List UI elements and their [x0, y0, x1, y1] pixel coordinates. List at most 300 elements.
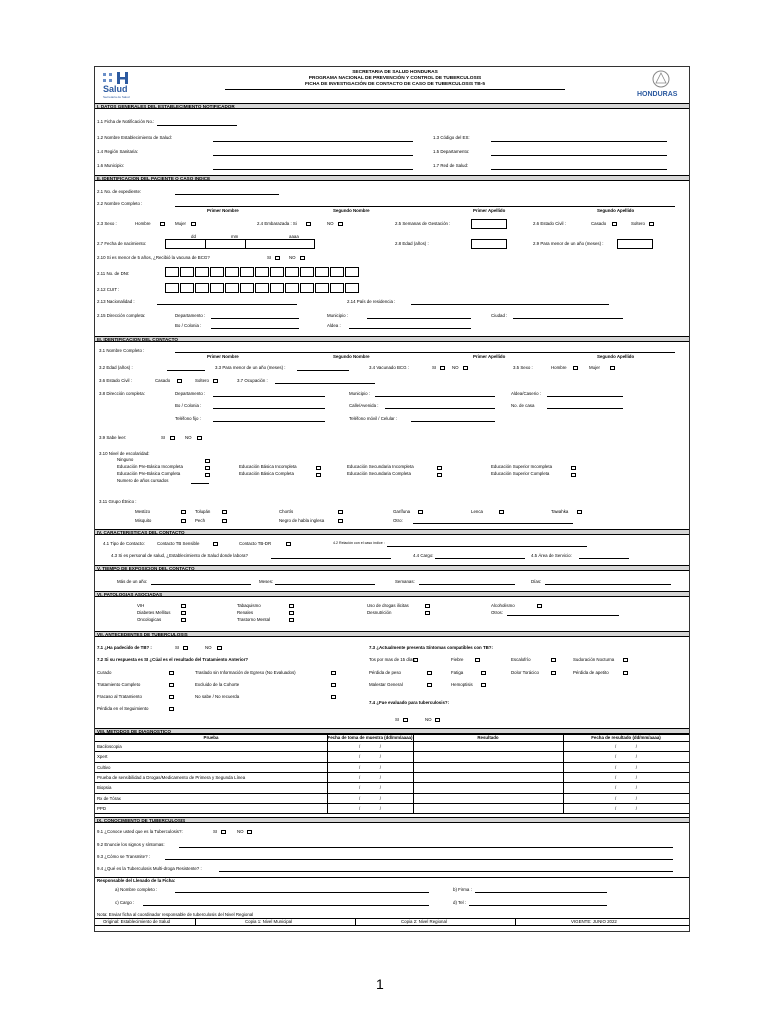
sin-apetito-checkbox[interactable] — [623, 671, 628, 675]
fecha-nacimiento-input[interactable] — [165, 239, 315, 249]
sin-hemoptisis-checkbox[interactable] — [481, 683, 486, 687]
input-2-13[interactable] — [157, 304, 297, 305]
sin-dolor-checkbox[interactable] — [551, 671, 556, 675]
contact-bo-input[interactable] — [213, 408, 325, 409]
cuit-digit-cell[interactable] — [315, 283, 329, 293]
section-9-header: IX. CONOCIMIENTO DE TUBERCULOSIS — [95, 817, 689, 823]
sexo-hombre-checkbox[interactable] — [160, 222, 165, 226]
label-9-4: 9.4 ¿Qué es la Tuberculosis Multi-droga Resistente? : — [97, 866, 202, 871]
edad-input[interactable] — [471, 239, 507, 249]
resp-nombre-label: a) Nombre completo : — [115, 887, 158, 892]
pat-ren-label: Renales — [237, 610, 254, 615]
label-2-8: 2.8 Edad (años) : — [395, 241, 429, 246]
table-line — [95, 762, 689, 763]
label-4-2: 4.2 Relación con el caso índice : — [333, 541, 385, 545]
input-9-2[interactable] — [179, 847, 673, 848]
etnia-chortis-checkbox[interactable] — [338, 510, 343, 514]
dni-digit-cell[interactable] — [300, 267, 314, 277]
input-3-3[interactable] — [297, 370, 349, 371]
dni-digit-cell[interactable] — [270, 267, 284, 277]
etnia-tawahka-label: Tawahka — [551, 509, 569, 514]
pat-alc-checkbox[interactable] — [537, 604, 542, 608]
contacto-dr-checkbox[interactable] — [286, 542, 291, 546]
dd-label: dd — [191, 234, 196, 239]
tb-si-label: SI — [175, 645, 180, 650]
dni-digit-cell[interactable] — [315, 267, 329, 277]
sin-escalofrio-label: Escalofrío — [511, 657, 531, 662]
sin-fiebre-checkbox[interactable] — [475, 658, 480, 662]
resp-firma-input[interactable] — [475, 892, 607, 893]
contact-telfijo-input[interactable] — [213, 421, 325, 422]
contact-muni-label: Municipio : — [349, 391, 370, 396]
contact-aldea-label: Aldea/Caserio : — [511, 391, 542, 396]
table-line — [95, 803, 689, 804]
label-3-2: 3.2 Edad (años) : — [99, 365, 133, 370]
etnia-chortis-label: Chortís — [279, 509, 294, 514]
input-4-3[interactable] — [271, 558, 391, 559]
table-result-cell[interactable] — [414, 793, 562, 803]
esc-e2-checkbox[interactable] — [205, 473, 210, 477]
direccion-aldea-label: Aldea : — [327, 323, 341, 328]
contact-telmovil-input[interactable] — [411, 421, 495, 422]
contact-calle-label: Calle/Avenida : — [349, 403, 379, 408]
esc-ninguno-label: Ninguno — [117, 457, 134, 462]
table-date-cell[interactable]: / / — [359, 774, 381, 780]
input-2-14[interactable] — [411, 304, 609, 305]
esc-e5-label: Educación Básica Completa — [239, 471, 294, 476]
salud-logo-subtext: Secretaría de Salud — [103, 95, 130, 99]
table-result-cell[interactable] — [414, 772, 562, 782]
table-result-cell[interactable] — [414, 782, 562, 792]
table-result-cell[interactable] — [414, 741, 562, 751]
label-1-4: 1.4 Región Sanitaria: — [97, 149, 139, 154]
leer-no-checkbox[interactable] — [197, 436, 202, 440]
bcg-contact-si-checkbox[interactable] — [440, 366, 445, 370]
sin-tos-label: Tos por mas de 15 días — [369, 657, 415, 662]
cuit-digit-cell[interactable] — [255, 283, 269, 293]
input-9-4[interactable] — [219, 871, 673, 872]
embarazada-si-checkbox[interactable] — [306, 222, 311, 226]
direccion-depto-input[interactable] — [211, 318, 299, 319]
etnia-mestizo-label: Mestizo — [135, 509, 151, 514]
res-perdida-label: Pérdida en el Seguimiento — [97, 706, 149, 711]
cuit-digit-cell[interactable] — [270, 283, 284, 293]
table-result-cell[interactable] — [414, 751, 562, 761]
label-1-7: 1.7 Red de Salud: — [433, 163, 469, 168]
input-1-3[interactable] — [491, 141, 667, 142]
etnia-misquito-checkbox[interactable] — [181, 519, 186, 523]
pat-onc-checkbox[interactable] — [181, 618, 186, 622]
esc-e6-checkbox[interactable] — [437, 466, 442, 470]
exp-anos-input[interactable] — [151, 584, 251, 585]
table-date-cell[interactable]: / / — [615, 774, 637, 780]
table-line — [95, 782, 689, 783]
sin-malestar-checkbox[interactable] — [427, 683, 432, 687]
etnia-garifuna-label: Garífuna — [393, 509, 411, 514]
table-header-cell: Fecha de toma de muestra (dd/mm/aaaa) — [327, 735, 413, 740]
res-nosabe-label: No sabe / No recuerda — [195, 694, 240, 699]
pat-drog-label: Uso de drogas ilicitas — [367, 603, 409, 608]
sin-sudoracion-checkbox[interactable] — [623, 658, 628, 662]
pat-desn-label: Desnutrición — [367, 610, 392, 615]
cuit-digit-cell[interactable] — [300, 283, 314, 293]
sexo-mujer-checkbox[interactable] — [191, 222, 196, 226]
resp-tel-input[interactable] — [469, 905, 607, 906]
pat-dm-checkbox[interactable] — [181, 611, 186, 615]
contact-soltero-label: Soltero — [195, 378, 209, 383]
label-1-5: 1.5 Departamento: — [433, 149, 470, 154]
res-curado-checkbox[interactable] — [169, 671, 174, 675]
exp-meses-input[interactable] — [275, 584, 375, 585]
direccion-muni-input[interactable] — [367, 318, 471, 319]
cuit-input[interactable] — [165, 283, 361, 293]
label-9-3: 9.3 ¿Cómo se Transmite? : — [97, 854, 150, 859]
table-date-cell[interactable]: / / — [359, 805, 381, 811]
pat-onc-label: Oncologicas — [137, 617, 162, 622]
table-date-cell[interactable]: / / — [359, 764, 381, 770]
label-3-7: 3.7 Ocupación : — [237, 378, 268, 383]
dni-digit-cell[interactable] — [255, 267, 269, 277]
civil-casado-checkbox[interactable] — [612, 222, 617, 226]
contact-casa-label: No. de casa — [511, 403, 535, 408]
input-1-4[interactable] — [213, 155, 413, 156]
pat-otros-label: Otros: — [491, 610, 503, 615]
label-3-5: 3.5 Sexo : — [513, 365, 533, 370]
input-3-7[interactable] — [275, 383, 375, 384]
esc-e7-checkbox[interactable] — [437, 473, 442, 477]
label-2-1: 2.1 No. de expediente: — [97, 189, 142, 194]
honduras-logo-text: HONDURAS — [637, 91, 678, 98]
cuit-digit-cell[interactable] — [180, 283, 194, 293]
evaluado-no-checkbox[interactable] — [435, 718, 440, 722]
col-segundo-apellido: Segundo Apellido — [597, 208, 635, 213]
responsable-title: Responsable del Llenado de la Ficha: — [97, 878, 176, 883]
table-date-cell[interactable]: / / — [615, 764, 637, 770]
input-3-2[interactable] — [167, 370, 205, 371]
esc-e4-checkbox[interactable] — [316, 466, 321, 470]
form-page — [94, 66, 690, 932]
label-7-3: 7.3 ¿Actualmente presenta Síntomas compatibles con TB?: — [369, 645, 493, 650]
res-completo-label: Tratamiento Completo — [97, 682, 141, 687]
input-1-5[interactable] — [491, 155, 667, 156]
table-header-cell: Fecha de resultado (dd/mm/aaaa) — [591, 735, 661, 740]
contact-casa-input[interactable] — [547, 408, 623, 409]
etnia-negro-label: Negro de habla inglesa — [279, 518, 325, 523]
label-2-9: 2.9 Para menor de un año (meses) : — [533, 241, 604, 246]
exp-anos-label: Más de un año: — [117, 579, 148, 584]
contact-depto-input[interactable] — [213, 396, 325, 397]
esc-e1-label: Educación Pre-Básica Incompleta — [117, 464, 183, 469]
table-row-label: Cultivo — [97, 764, 111, 770]
esc-e9-checkbox[interactable] — [571, 473, 576, 477]
leer-no-label: NO — [185, 435, 192, 440]
dni-digit-cell[interactable] — [330, 267, 344, 277]
etnia-garifuna-checkbox[interactable] — [418, 510, 423, 514]
bcg-si-checkbox[interactable] — [275, 256, 280, 260]
table-date-cell[interactable]: / / — [359, 754, 381, 760]
section-7-header: VII. ANTECEDENTES DE TUBERCULOSIS — [95, 631, 689, 637]
dni-digit-cell[interactable] — [225, 267, 239, 277]
exp-dias-input[interactable] — [545, 584, 671, 585]
conoce-si-label: SI — [213, 829, 218, 834]
cuit-digit-cell[interactable] — [210, 283, 224, 293]
direccion-bo-input[interactable] — [211, 328, 299, 329]
table-result-cell[interactable] — [414, 762, 562, 772]
sin-fatiga-checkbox[interactable] — [481, 671, 486, 675]
cuit-digit-cell[interactable] — [195, 283, 209, 293]
input-4-2[interactable] — [387, 546, 587, 547]
label-7-2: 7.2 Si su respuesta es SI ¿Cúal es el resultado del Tratamiento Anterior? — [97, 657, 249, 662]
label-3-1: 3.1 Nombre Completo : — [99, 348, 145, 353]
esc-e2-label: Educación Pre-Básica Completa — [117, 471, 181, 476]
semanas-gestacion-input[interactable] — [471, 219, 507, 229]
dni-digit-cell[interactable] — [345, 267, 359, 277]
direccion-ciudad-input[interactable] — [513, 318, 623, 319]
dni-digit-cell[interactable] — [195, 267, 209, 277]
civil-casado-label: Casado — [591, 221, 607, 226]
etnia-tolupan-label: Tolupán — [195, 509, 211, 514]
etnia-pech-checkbox[interactable] — [222, 519, 227, 523]
esc-e5-checkbox[interactable] — [316, 473, 321, 477]
mm-label: mm — [231, 234, 239, 239]
label-4-5: 4.5 Área de Servicio: — [531, 553, 572, 558]
footer-copia2: Copia 2: Nivel Regional — [401, 919, 447, 924]
col-segundo-nombre: Segundo Nombre — [333, 208, 370, 213]
pat-otros-input[interactable] — [507, 615, 619, 616]
res-traslado-checkbox[interactable] — [331, 671, 336, 675]
table-line — [95, 772, 689, 773]
etnia-negro-checkbox[interactable] — [338, 519, 343, 523]
pat-desn-checkbox[interactable] — [425, 611, 430, 615]
etnia-tolupan-checkbox[interactable] — [222, 510, 227, 514]
resp-nombre-input[interactable] — [175, 892, 429, 893]
table-date-cell[interactable]: / / — [615, 744, 637, 749]
table-line — [95, 751, 689, 752]
section-8-header: VIII. METODOS DE DIAGNOSTICO — [95, 728, 689, 734]
esc-ninguno-checkbox[interactable] — [205, 459, 210, 463]
pat-tab-checkbox[interactable] — [289, 604, 294, 608]
etnia-misquito-label: Misquito — [135, 518, 152, 523]
etnia-lenca-label: Lenca — [471, 509, 483, 514]
embarazada-no-label: NO — [327, 221, 334, 226]
pat-tm-label: Trastorno Mental — [237, 617, 271, 622]
input-2-1[interactable] — [175, 194, 279, 195]
table-date-cell[interactable]: / / — [359, 744, 381, 749]
res-curado-label: Curado — [97, 670, 112, 675]
section-2-header: II. IDENTIFICACION DEL PACIENTE O CASO INDICE — [95, 175, 689, 181]
table-row-label: Rx de Tórax — [97, 795, 121, 801]
pat-ren-checkbox[interactable] — [289, 611, 294, 615]
table-date-cell[interactable]: / / — [615, 805, 637, 811]
diagnostic-table — [95, 734, 689, 816]
table-date-cell[interactable]: / / — [615, 795, 637, 801]
tb-no-label: NO — [205, 645, 212, 650]
esc-e7-label: Educación Secundaria Completa — [347, 471, 411, 476]
section-1-header: I. DATOS GENERALES DEL ESTABLECIMIENTO NOTIFICADOR — [95, 103, 689, 109]
dni-digit-cell[interactable] — [165, 267, 179, 277]
label-2-2: 2.2 Nombre Completo : — [97, 201, 143, 206]
table-date-cell[interactable]: / / — [615, 754, 637, 760]
civil-soltero-checkbox[interactable] — [649, 222, 654, 226]
table-date-cell[interactable]: / / — [615, 785, 637, 791]
salud-logo-icon — [101, 71, 131, 85]
tb-no-checkbox[interactable] — [217, 646, 222, 650]
table-header-cell: Resultado — [477, 735, 499, 740]
esc-e1-checkbox[interactable] — [205, 466, 210, 470]
table-row-label: Baciloscopia — [97, 744, 122, 749]
contact-bo-label: Bo / Colonia : — [175, 403, 202, 408]
cuit-digit-cell[interactable] — [345, 283, 359, 293]
bcg-contact-no-label: NO — [452, 365, 459, 370]
esc-e3-input[interactable] — [191, 483, 209, 484]
conoce-si-checkbox[interactable] — [221, 830, 226, 834]
contact-soltero-checkbox[interactable] — [213, 379, 218, 383]
input-1-6[interactable] — [213, 169, 413, 170]
contact-primer-apellido: Primer Apellido — [473, 354, 506, 359]
embarazada-no-checkbox[interactable] — [338, 222, 343, 226]
evaluado-si-checkbox[interactable] — [403, 718, 408, 722]
input-1-2[interactable] — [213, 141, 413, 142]
resp-cargo-label: c) Cargo : — [115, 900, 135, 905]
label-3-6: 3.6 Estado Civil : — [99, 378, 132, 383]
contact-hombre-label: Hombre — [551, 365, 567, 370]
table-line — [95, 741, 689, 742]
table-date-cell[interactable]: / / — [359, 785, 381, 791]
label-9-1: 9.1 ¿Conoce usted que es la Tuberculosis?: — [97, 829, 183, 834]
pat-vih-label: VIH — [137, 603, 145, 608]
sexo-mujer-label: Mujer — [175, 221, 186, 226]
pat-dm-label: Diabetes Mellitus — [137, 610, 171, 615]
input-1-7[interactable] — [491, 169, 667, 170]
etnia-tawahka-checkbox[interactable] — [577, 510, 582, 514]
exp-meses-label: Meses: — [259, 579, 274, 584]
pat-drog-checkbox[interactable] — [425, 604, 430, 608]
res-nosabe-checkbox[interactable] — [331, 695, 336, 699]
menor-ano-input[interactable] — [617, 239, 653, 249]
footer-note: Nota: Enviar ficha al coordinador responsable de tuberculosis del Nivel Regional — [97, 912, 254, 917]
input-9-3[interactable] — [165, 859, 673, 860]
dni-digit-cell[interactable] — [285, 267, 299, 277]
cuit-digit-cell[interactable] — [285, 283, 299, 293]
sin-dolor-label: Dolor Torácico — [511, 670, 539, 675]
sin-tos-checkbox[interactable] — [413, 658, 418, 662]
tb-si-checkbox[interactable] — [183, 646, 188, 650]
label-2-15: 2.15 Dirección completa: — [97, 313, 146, 318]
contact-casado-checkbox[interactable] — [177, 379, 182, 383]
input-1-1[interactable] — [157, 125, 237, 126]
contact-depto-label: Departamento : — [175, 391, 206, 396]
table-header-cell: Prueba — [203, 735, 219, 740]
title-1: SECRETARIA DE SALUD HONDURAS — [352, 70, 438, 75]
exp-semanas-input[interactable] — [419, 584, 515, 585]
esc-e8-checkbox[interactable] — [571, 466, 576, 470]
label-2-6: 2.6 Estado Civil : — [533, 221, 566, 226]
resp-cargo-input[interactable] — [143, 905, 429, 906]
esc-e3-label: Numero de años cursados — [117, 478, 169, 483]
title-3: FICHA DE INVESTIGACIÓN DE CONTACTO DE CASO DE TUBERCULOSIS TB-5 — [304, 82, 486, 87]
dni-digit-cell[interactable] — [180, 267, 194, 277]
dni-input[interactable] — [165, 267, 361, 277]
pat-vih-checkbox[interactable] — [181, 604, 186, 608]
cuit-digit-cell[interactable] — [165, 283, 179, 293]
section-4-header: IV. CARACTERISTICAS DEL CONTACTO — [95, 529, 689, 535]
conoce-no-checkbox[interactable] — [247, 830, 252, 834]
table-date-cell[interactable]: / / — [359, 795, 381, 801]
page-number: 1 — [376, 976, 384, 992]
label-3-10: 3.10 Nivel de escolaridad: — [99, 451, 150, 456]
direccion-muni-label: Municipio : — [327, 313, 348, 318]
civil-soltero-label: Soltero — [631, 221, 645, 226]
etnia-lenca-checkbox[interactable] — [499, 510, 504, 514]
direccion-aldea-input[interactable] — [349, 328, 471, 329]
bcg-no-checkbox[interactable] — [300, 256, 305, 260]
esc-e8-label: Educación Superior Incompleta — [491, 464, 553, 469]
pat-tm-checkbox[interactable] — [289, 618, 294, 622]
label-7-1: 7.1 ¿Ha padecido de TB? : — [97, 645, 152, 650]
leer-si-checkbox[interactable] — [170, 436, 175, 440]
input-4-5[interactable] — [579, 558, 629, 559]
contact-mujer-label: Mujer — [589, 365, 600, 370]
sin-malestar-label: Malestar General — [369, 682, 403, 687]
sin-hemoptisis-label: Hemoptisis — [451, 682, 473, 687]
input-4-4[interactable] — [435, 558, 525, 559]
title-2: PROGRAMA NACIONAL DE PREVENCIÓN Y CONTROL DE TUBERCULOSIS — [308, 76, 482, 81]
res-completo-checkbox[interactable] — [169, 683, 174, 687]
contact-calle-input[interactable] — [385, 408, 495, 409]
honduras-logo — [635, 69, 685, 101]
sin-peso-checkbox[interactable] — [427, 671, 432, 675]
input-2-2[interactable] — [175, 206, 675, 207]
res-fracaso-checkbox[interactable] — [169, 695, 174, 699]
contact-hombre-checkbox[interactable] — [573, 366, 578, 370]
cuit-digit-cell[interactable] — [225, 283, 239, 293]
contact-muni-input[interactable] — [375, 396, 495, 397]
pat-alc-label: Alcoholismo — [491, 603, 515, 608]
dni-digit-cell[interactable] — [240, 267, 254, 277]
contact-mujer-checkbox[interactable] — [610, 366, 615, 370]
label-2-14: 2.14 País de residencia : — [347, 299, 396, 304]
direccion-bo-label: Bo / Colonia : — [175, 323, 202, 328]
contact-telfijo-label: Teléfono fijo : — [175, 416, 201, 421]
sin-escalofrio-checkbox[interactable] — [551, 658, 556, 662]
cuit-digit-cell[interactable] — [240, 283, 254, 293]
aaaa-label: aaaa — [289, 234, 299, 239]
dni-digit-cell[interactable] — [210, 267, 224, 277]
res-perdida-checkbox[interactable] — [169, 707, 174, 711]
contacto-sensible-checkbox[interactable] — [213, 542, 218, 546]
section-6-header: VI. PATOLOGIAS ASOCIADAS — [95, 591, 689, 597]
contacto-dr-label: Contacto TB-DR — [239, 541, 272, 546]
contact-aldea-input[interactable] — [547, 396, 623, 397]
input-3-1[interactable] — [175, 352, 675, 353]
etnia-mestizo-checkbox[interactable] — [181, 510, 186, 514]
etnia-otro-input[interactable] — [413, 523, 573, 524]
label-2-7: 2.7 Fecha de nacimiento: — [97, 241, 147, 246]
res-excluido-checkbox[interactable] — [331, 683, 336, 687]
cuit-digit-cell[interactable] — [330, 283, 344, 293]
section-5-header: V. TIEMPO DE EXPOSICION DEL CONTACTO — [95, 565, 689, 571]
resp-tel-label: d) Tel : — [453, 900, 467, 905]
table-result-cell[interactable] — [414, 803, 562, 813]
table-row-label: Xpert — [97, 754, 108, 760]
honduras-seal-icon — [649, 69, 673, 89]
bcg-contact-no-checkbox[interactable] — [463, 366, 468, 370]
table-line — [95, 813, 689, 814]
bcg-no-label: NO — [289, 255, 296, 260]
contact-segundo-nombre: Segundo Nombre — [333, 354, 370, 359]
label-1-2: 1.2 Nombre Establecimiento de Salud: — [97, 135, 172, 140]
sexo-hombre-label: Hombre — [135, 221, 151, 226]
